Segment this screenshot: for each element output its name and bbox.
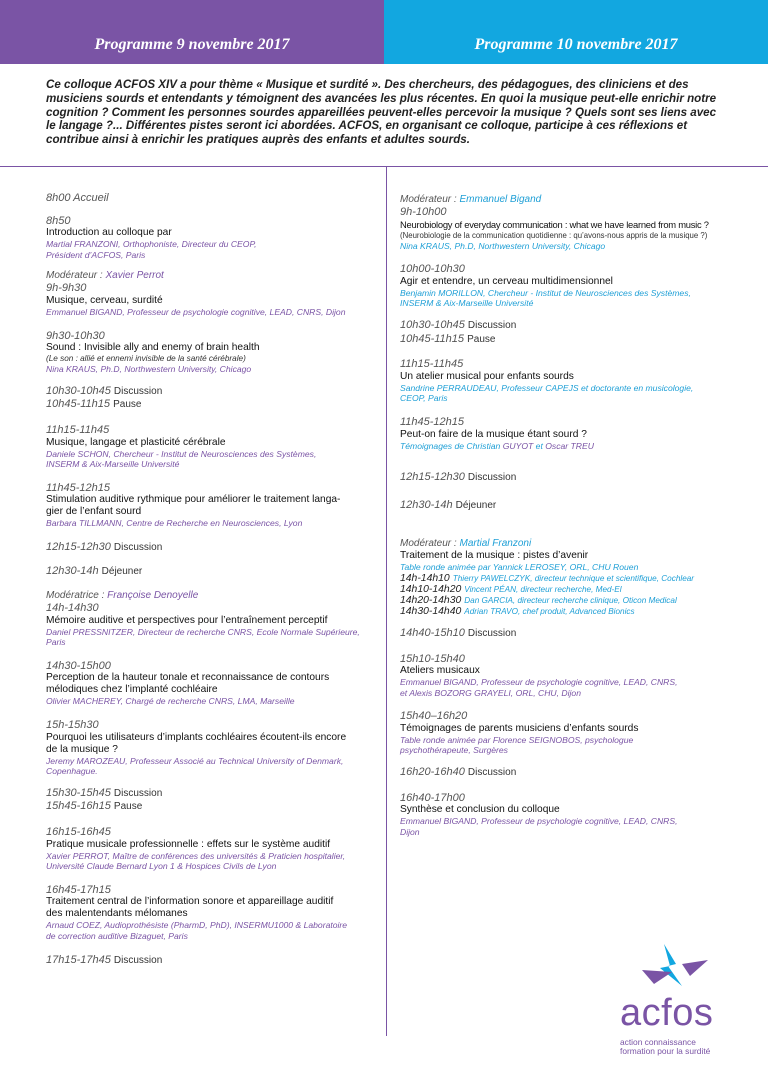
session-time: 10h00-10h30	[400, 263, 465, 276]
roundtable-item	[400, 573, 730, 584]
speaker: Olivier MACHEREY, Chargé de recherche CNRS, LMA, Marseille	[46, 696, 295, 707]
session-traitement-central	[46, 884, 376, 942]
speaker-joiner: et	[535, 440, 543, 451]
discussion-time: 12h15-12h30	[46, 540, 111, 553]
session-table-ronde	[400, 538, 730, 617]
session-title: Musique, langage et plasticité cérébrale	[46, 436, 226, 448]
speaker: de correction auditive Bizaguet, Paris	[46, 931, 188, 941]
session-implants	[46, 719, 376, 777]
discussion	[400, 319, 730, 333]
session-agir	[400, 263, 730, 309]
session-time: 15h10-15h40	[400, 652, 465, 665]
speaker: Jeremy MAROZEAU, Professeur Associé au Technical University of Denmark,	[46, 755, 344, 766]
session-title: Stimulation auditive rythmique pour améliorer le traitement langa-	[46, 494, 341, 506]
discussion-time: 15h30-15h45	[46, 786, 111, 799]
logo-wordmark: acfos	[620, 992, 714, 1034]
session-time: 16h40-17h00	[400, 791, 465, 804]
session-langage	[46, 424, 376, 470]
discussion-label: Discussion	[467, 472, 517, 484]
session-title: Sound : Invisible ally and enemy of brain health	[46, 342, 260, 354]
session-title: Synthèse et conclusion du colloque	[400, 804, 560, 816]
session-subtitle: Table ronde animée par Yannick LEROSEY, ORL, CHU Rouen	[400, 562, 639, 573]
speaker: Emmanuel BIGAND, Professeur de psychologie cognitive, LEAD, CNRS,	[400, 677, 678, 688]
discussion-time: 16h20-16h40	[400, 766, 465, 779]
speaker: Paris	[46, 637, 66, 648]
moderator-name: Emmanuel Bigand	[459, 194, 542, 205]
acfos-logo	[612, 940, 744, 1064]
discussion	[46, 385, 376, 399]
lunch-time: 12h30-14h	[46, 564, 99, 577]
header-day2-title: Programme 10 novembre 2017	[474, 36, 678, 53]
break-block	[46, 787, 376, 814]
session-title-cont: gier de l’enfant sourd	[46, 506, 142, 518]
roundtable-time: 14h-14h10	[400, 572, 450, 584]
session-title: Mémoire auditive et perspectives pour l’entraînement perceptif	[46, 614, 328, 626]
session-time: 11h45-12h15	[400, 415, 465, 428]
discussion-time: 17h15-17h45	[46, 953, 111, 966]
session-time: 15h-15h30	[46, 719, 99, 732]
moderator-label: Modérateur :	[400, 538, 457, 550]
session-title: Ateliers musicaux	[400, 665, 480, 677]
session-title: Neurobiology of everyday communication : what we have learned from music ?	[400, 218, 709, 230]
roundtable-speaker: Adrian TRAVO, chef produit, Advanced Bionics	[464, 606, 635, 616]
column-divider	[386, 166, 387, 1036]
session-intro	[46, 215, 376, 261]
session-sound	[46, 330, 376, 375]
session-title-cont: des malentendants mélomanes	[46, 908, 188, 920]
session-temoignages	[400, 710, 730, 756]
speaker: Daniele SCHON, Chercheur - Institut de Neurosciences des Systèmes,	[46, 448, 317, 459]
speaker-name: Oscar TREU	[545, 440, 594, 451]
speaker: Université Claude Bernard Lyon 1 & Hospices Civils de Lyon	[46, 861, 277, 872]
session-time: 15h40–16h20	[400, 710, 468, 723]
discussion	[400, 471, 730, 485]
moderator	[400, 538, 730, 550]
roundtable-time: 14h10-14h20	[400, 583, 462, 595]
session-time: 16h45-17h15	[46, 883, 111, 896]
discussion-time: 12h15-12h30	[400, 471, 465, 484]
session-time: 14h-14h30	[46, 602, 99, 615]
roundtable-item	[400, 606, 730, 617]
lightning-icon	[612, 940, 744, 1000]
discussion-label: Discussion	[113, 541, 163, 553]
session-time: 11h15-11h45	[46, 423, 110, 436]
speaker: Emmanuel BIGAND, Professeur de psychologie cognitive, LEAD, CNRS, Dijon	[46, 306, 346, 317]
roundtable-time: 14h20-14h30	[400, 594, 462, 606]
moderator-label: Modérateur :	[400, 194, 457, 205]
pause-label: Pause	[113, 801, 143, 813]
moderator-name: Xavier Perrot	[105, 270, 164, 282]
session-title: Traitement central de l’information sonore et appareillage auditif	[46, 896, 334, 908]
session-time: 9h-10h00	[400, 206, 447, 218]
pause-label: Pause	[113, 399, 142, 411]
moderator	[46, 590, 376, 602]
roundtable-speaker: Dan GARCIA, directeur recherche clinique, Oticon Medical	[464, 595, 677, 605]
session-time: 16h15-16h45	[46, 826, 111, 839]
session-subtitle: (Le son : allié et ennemi invisible de la santé cérébrale)	[46, 354, 246, 364]
moderator-name: Martial Franzoni	[459, 538, 532, 550]
logo-tagline-2: formation pour la surdité	[620, 1046, 711, 1057]
session-subtitle: (Neurobiologie de la communication quotidienne : qu’avons-nous appris de la musique ?)	[400, 230, 708, 240]
session-stimulation	[46, 482, 376, 529]
speaker	[400, 441, 730, 452]
speaker: Président d’ACFOS, Paris	[46, 249, 146, 260]
roundtable-item	[400, 584, 730, 595]
pause-time: 10h45-11h15	[400, 332, 465, 345]
session-time: 9h-9h30	[46, 282, 87, 295]
moderator-name: Françoise Denoyelle	[107, 590, 199, 602]
session-title: Musique, cerveau, surdité	[46, 294, 163, 306]
lunch-label: Déjeuner	[455, 499, 497, 511]
roundtable-item	[400, 595, 730, 606]
session-title-cont: mélodiques chez l’implanté cochléaire	[46, 684, 218, 696]
speaker-name: GUYOT	[502, 440, 534, 451]
lunch-time: 12h30-14h	[400, 498, 453, 511]
session-title: Pratique musicale professionnelle : effets sur le système auditif	[46, 838, 331, 850]
session-memoire	[46, 590, 376, 648]
speaker: INSERM & Aix-Marseille Université	[46, 459, 180, 470]
speaker: Benjamin MORILLON, Chercheur - Institut de Neurosciences des Systèmes,	[400, 287, 691, 298]
discussion-label: Discussion	[467, 319, 517, 331]
speaker: et Alexis BOZORG GRAYELI, ORL, CHU, Dijon	[400, 687, 581, 698]
session-title: Un atelier musical pour enfants sourds	[400, 370, 574, 382]
session-pratique	[46, 826, 376, 872]
session-title: Perception de la hauteur tonale et reconnaissance de contours	[46, 672, 330, 684]
lunch	[400, 499, 730, 513]
session-time: 9h30-10h30	[46, 329, 105, 342]
pause-label: Pause	[467, 333, 496, 345]
moderator	[400, 194, 730, 206]
session-time: 11h15-11h45	[400, 358, 464, 371]
roundtable-time: 14h30-14h40	[400, 605, 462, 617]
session-hauteur	[46, 660, 376, 707]
discussion	[400, 766, 730, 780]
session-title: Témoignages de parents musiciens d’enfants sourds	[400, 722, 639, 734]
session-synthese	[400, 792, 730, 838]
discussion-time: 10h30-10h45	[400, 318, 465, 331]
day1-column	[46, 192, 376, 967]
header-day1-title: Programme 9 novembre 2017	[94, 36, 290, 53]
discussion	[400, 627, 730, 641]
header-day2	[384, 0, 768, 64]
break-block	[400, 319, 730, 346]
discussion-label: Discussion	[113, 385, 163, 397]
speaker: INSERM & Aix-Marseille Université	[400, 298, 534, 309]
session-title: Pourquoi les utilisateurs d’implants cochléaires écoutent-ils encore	[46, 731, 347, 743]
discussion-time: 14h40-15h10	[400, 626, 465, 639]
session-time: 8h50	[46, 214, 71, 227]
day2-column	[400, 194, 730, 837]
session-title: Peut-on faire de la musique étant sourd ?	[400, 428, 587, 440]
session-ateliers	[400, 653, 730, 699]
speaker: Dijon	[400, 826, 420, 837]
session-time: 14h30-15h00	[46, 659, 111, 672]
header-day1	[0, 0, 384, 64]
session-title-cont: de la musique ?	[46, 743, 118, 755]
intro-paragraph: Ce colloque ACFOS XIV a pour thème « Musique et surdité ». Des chercheurs, des pédagogues, des cliniciens et des musiciens sourds et entendants y témoignent des avancées les plus récentes. En quoi la musique peut-elle enrichir notre cognition ? Comment les personnes sourdes appareillées peuvent-elles percevoir la musique ? Quels sont ses liens avec le langage ?... Différentes pistes seront ici abordées. ACFOS, en organisant ce colloque, participe à ces réflexions et contribue ainsi à enrichir les pratiques auprès des enfants et adultes sourds.	[46, 78, 717, 147]
moderator-label: Modératrice :	[46, 590, 105, 602]
logo-tagline-1: action connaissance	[620, 1037, 696, 1047]
lunch-label: Déjeuner	[101, 565, 143, 577]
discussion	[46, 787, 376, 801]
session-peut-on	[400, 416, 730, 451]
session-atelier	[400, 358, 730, 404]
speaker: Arnaud COEZ, Audioprothésiste (PharmD, PhD), INSERMU1000 & Laboratoire	[46, 920, 348, 931]
pause-time: 15h45-16h15	[46, 800, 111, 813]
speaker: Daniel PRESSNITZER, Directeur de recherche CNRS, Ecole Normale Supérieure,	[46, 626, 360, 637]
speaker: Martial FRANZONI, Orthophoniste, Directeur du CEOP,	[46, 239, 257, 250]
session-title: Agir et entendre, un cerveau multidimensionnel	[400, 275, 613, 287]
speaker: Table ronde animée par Florence SEIGNOBOS, psychologue	[400, 734, 634, 745]
roundtable-speaker: Vincent PÉAN, directeur recherche, Med-El	[464, 584, 622, 594]
session-neurobiology	[400, 194, 730, 251]
pause-time: 10h45-11h15	[46, 398, 111, 411]
session-title: Introduction au colloque par	[46, 227, 172, 239]
accueil: 8h00 Accueil	[46, 192, 109, 204]
break-block	[46, 385, 376, 412]
discussion-label: Discussion	[113, 954, 163, 966]
speaker: Nina KRAUS, Ph.D, Northwestern University, Chicago	[46, 364, 252, 375]
speaker: Barbara TILLMANN, Centre de Recherche en Neurosciences, Lyon	[46, 518, 303, 529]
speaker: Nina KRAUS, Ph.D, Northwestern University, Chicago	[400, 240, 606, 251]
speaker: CEOP, Paris	[400, 393, 448, 404]
logo-tagline	[620, 1038, 710, 1057]
moderator	[46, 270, 376, 282]
discussion	[46, 541, 376, 555]
speaker: psychothérapeute, Surgères	[400, 745, 508, 756]
discussion-label: Discussion	[467, 627, 517, 639]
pause	[46, 398, 376, 412]
lunch	[46, 565, 376, 579]
roundtable-speaker: Thierry PAWELCZYK, directeur technique et scientifique, Cochlear	[452, 573, 695, 583]
speaker-prefix: Témoignages de Christian	[400, 440, 501, 451]
discussion	[46, 954, 376, 968]
session-musique-cerveau	[46, 270, 376, 317]
discussion-label: Discussion	[113, 787, 163, 799]
speaker: Emmanuel BIGAND, Professeur de psychologie cognitive, LEAD, CNRS,	[400, 816, 678, 827]
session-title: Traitement de la musique : pistes d’avenir	[400, 550, 589, 562]
speaker: Xavier PERROT, Maître de conférences des universités & Praticien hospitalier,	[46, 850, 346, 861]
session-time: 11h45-12h15	[46, 481, 111, 494]
moderator-label: Modérateur :	[46, 270, 103, 282]
discussion-time: 10h30-10h45	[46, 384, 111, 397]
pause	[46, 800, 376, 814]
discussion-label: Discussion	[467, 767, 517, 779]
speaker: Sandrine PERRAUDEAU, Professeur CAPEJS et doctorante en musicologie,	[400, 382, 694, 393]
pause	[400, 333, 730, 347]
speaker: Copenhague.	[46, 766, 98, 777]
horizontal-divider	[0, 166, 768, 167]
